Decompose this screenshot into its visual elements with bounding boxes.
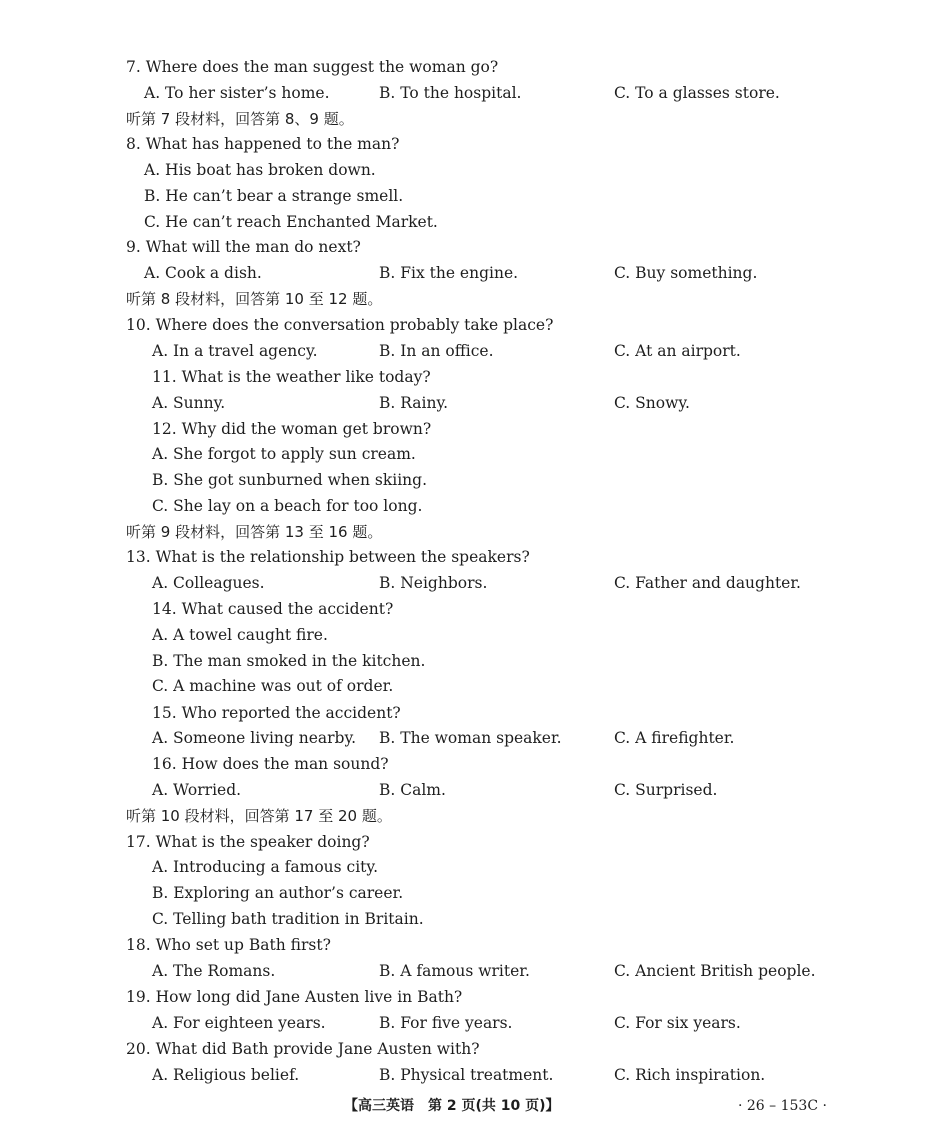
option-c: C. A machine was out of order. [152, 677, 394, 695]
question-stem [0, 131, 950, 157]
option-row [0, 1062, 950, 1088]
section-instruction [0, 106, 950, 132]
option-b: B. To the hospital. [379, 84, 522, 102]
section-instruction [0, 803, 950, 829]
option-b: B. For five years. [379, 1014, 513, 1032]
option-a: A. Religious belief. [152, 1066, 300, 1084]
section-10-instruction: 听第 10 段材料，回答第 17 至 20 题。 [126, 807, 392, 825]
question-10-stem: 10. Where does the conversation probably take place? [126, 316, 554, 334]
option-c: C. Telling bath tradition in Britain. [152, 910, 424, 928]
question-stem [0, 234, 950, 260]
footer-paper-code: · 26 – 153C · [738, 1098, 827, 1114]
option-row [0, 1010, 950, 1036]
option-row [0, 880, 950, 906]
option-row [0, 441, 950, 467]
option-row [0, 183, 950, 209]
option-b: B. The woman speaker. [379, 729, 562, 747]
question-11-stem: 11. What is the weather like today? [152, 368, 431, 386]
question-stem [0, 984, 950, 1010]
option-c: C. Father and daughter. [614, 574, 801, 592]
option-row [0, 467, 950, 493]
option-a: A. A towel caught fire. [152, 626, 328, 644]
option-c: C. Snowy. [614, 394, 690, 412]
option-row [0, 906, 950, 932]
question-8-stem: 8. What has happened to the man? [126, 135, 400, 153]
option-b: B. The man smoked in the kitchen. [152, 652, 426, 670]
section-instruction [0, 286, 950, 312]
option-a: A. Colleagues. [152, 574, 265, 592]
option-row [0, 725, 950, 751]
option-row [0, 958, 950, 984]
question-stem [0, 596, 950, 622]
question-12-stem: 12. Why did the woman get brown? [152, 420, 432, 438]
option-b: B. Exploring an author’s career. [152, 884, 404, 902]
question-20-stem: 20. What did Bath provide Jane Austen with? [126, 1040, 480, 1058]
option-c: C. Rich inspiration. [614, 1066, 766, 1084]
question-14-stem: 14. What caused the accident? [152, 600, 394, 618]
option-a: A. His boat has broken down. [144, 161, 376, 179]
footer-page-title: 【高三英语 第 2 页(共 10 页)】 [344, 1098, 560, 1114]
option-row [0, 854, 950, 880]
question-9-stem: 9. What will the man do next? [126, 238, 361, 256]
option-b: B. Calm. [379, 781, 446, 799]
option-row [0, 648, 950, 674]
question-stem [0, 312, 950, 338]
option-row [0, 260, 950, 286]
option-c: C. Buy something. [614, 264, 758, 282]
option-b: B. She got sunburned when skiing. [152, 471, 428, 489]
question-16-stem: 16. How does the man sound? [152, 755, 389, 773]
option-c: C. To a glasses store. [614, 84, 780, 102]
option-c: C. At an airport. [614, 342, 741, 360]
option-row [0, 622, 950, 648]
option-b: B. In an office. [379, 342, 494, 360]
option-row [0, 390, 950, 416]
question-stem [0, 932, 950, 958]
option-row [0, 777, 950, 803]
option-c: C. A firefighter. [614, 729, 735, 747]
question-stem [0, 700, 950, 726]
question-stem [0, 54, 950, 80]
question-15-stem: 15. Who reported the accident? [152, 704, 401, 722]
option-b: B. A famous writer. [379, 962, 530, 980]
option-a: A. To her sister’s home. [144, 84, 330, 102]
option-row [0, 80, 950, 106]
option-a: A. For eighteen years. [152, 1014, 326, 1032]
option-b: B. Rainy. [379, 394, 449, 412]
option-c: C. She lay on a beach for too long. [152, 497, 423, 515]
question-stem [0, 829, 950, 855]
option-c: C. For six years. [614, 1014, 741, 1032]
section-instruction [0, 519, 950, 545]
question-stem [0, 364, 950, 390]
option-a: A. In a travel agency. [152, 342, 318, 360]
section-8-instruction: 听第 8 段材料，回答第 10 至 12 题。 [126, 290, 383, 308]
question-stem [0, 1036, 950, 1062]
option-b: B. Fix the engine. [379, 264, 519, 282]
option-row [0, 673, 950, 699]
question-13-stem: 13. What is the relationship between the speakers? [126, 548, 530, 566]
section-9-instruction: 听第 9 段材料，回答第 13 至 16 题。 [126, 523, 383, 541]
option-c: C. Ancient British people. [614, 962, 816, 980]
question-stem [0, 544, 950, 570]
option-a: A. Worried. [152, 781, 242, 799]
option-row [0, 493, 950, 519]
option-c: C. He can’t reach Enchanted Market. [144, 213, 438, 231]
option-a: A. The Romans. [152, 962, 276, 980]
option-row [0, 209, 950, 235]
question-stem [0, 751, 950, 777]
question-stem [0, 416, 950, 442]
option-a: A. Introducing a famous city. [152, 858, 379, 876]
option-c: C. Surprised. [614, 781, 718, 799]
question-7-stem: 7. Where does the man suggest the woman go? [126, 58, 499, 76]
option-row [0, 570, 950, 596]
question-17-stem: 17. What is the speaker doing? [126, 833, 370, 851]
option-a: A. Sunny. [152, 394, 226, 412]
option-row [0, 338, 950, 364]
question-19-stem: 19. How long did Jane Austen live in Bath? [126, 988, 463, 1006]
option-a: A. Cook a dish. [144, 264, 262, 282]
question-18-stem: 18. Who set up Bath first? [126, 936, 331, 954]
option-b: B. Neighbors. [379, 574, 488, 592]
option-a: A. Someone living nearby. [152, 729, 357, 747]
section-7-instruction: 听第 7 段材料，回答第 8、9 题。 [126, 110, 354, 128]
option-a: A. She forgot to apply sun cream. [152, 445, 416, 463]
option-b: B. Physical treatment. [379, 1066, 554, 1084]
option-row [0, 157, 950, 183]
option-b: B. He can’t bear a strange smell. [144, 187, 404, 205]
